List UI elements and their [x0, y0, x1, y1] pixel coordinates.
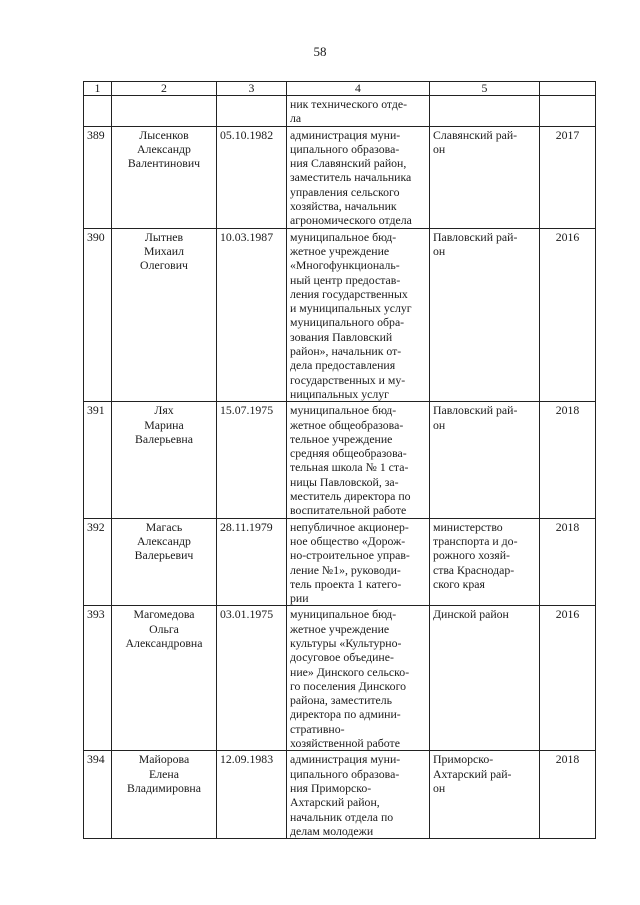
- organization-cell-line: непубличное акционер-: [290, 519, 409, 534]
- organization-cell-line: ния Приморско-: [290, 780, 372, 795]
- organization-cell-line: ла: [290, 111, 302, 126]
- organization-cell-line: хозяйственной работе: [290, 736, 400, 751]
- birth-date-cell: 03.01.1975: [217, 606, 287, 751]
- person-name-cell: [112, 228, 217, 402]
- table-row: [84, 126, 596, 228]
- person-name-cell-line: Александр: [137, 141, 191, 156]
- organization-cell-line: района, заместитель: [290, 693, 393, 708]
- person-name-cell: [112, 402, 217, 518]
- birth-date-cell: [217, 96, 287, 127]
- organization-cell-line: зования Павловский: [290, 329, 393, 344]
- year-cell: [540, 96, 596, 127]
- year-cell: 2016: [540, 228, 596, 402]
- district-cell: [430, 751, 540, 839]
- year-cell: 2018: [540, 402, 596, 518]
- organization-cell-line: администрация муни-: [290, 752, 401, 767]
- person-name-cell-line: Владимировна: [126, 780, 201, 795]
- organization-cell-line: но-строительное управ-: [290, 548, 410, 563]
- organization-cell-line: муниципального обра-: [290, 315, 405, 330]
- district-cell-line: Приморско-: [433, 752, 494, 767]
- organization-cell-line: жетное учреждение: [290, 621, 390, 636]
- organization-cell-line: тель проекта 1 катего-: [290, 576, 402, 591]
- person-name-cell: [112, 751, 217, 839]
- person-name-cell-line: Майорова: [138, 752, 190, 767]
- person-name-cell-line: Александр: [137, 533, 191, 548]
- organization-cell-line: тельная школа № 1 ста-: [290, 460, 409, 475]
- organization-cell-line: директора по админи-: [290, 707, 401, 722]
- district-cell-line: Славянский рай-: [433, 127, 518, 142]
- birth-date-cell: 10.03.1987: [217, 228, 287, 402]
- person-name-cell-line: Магомедова: [133, 607, 195, 622]
- person-name-cell-line: Валерьевич: [134, 548, 194, 563]
- organization-cell: [287, 606, 430, 751]
- table-row: [84, 606, 596, 751]
- organization-cell-line: управления сельского: [290, 184, 400, 199]
- year-cell: 2017: [540, 126, 596, 228]
- organization-cell: [287, 751, 430, 839]
- organization-cell-line: ный центр предостав-: [290, 272, 401, 287]
- organization-cell-line: ное общество «Дорож-: [290, 533, 406, 548]
- organization-cell-line: ления государственных: [290, 286, 408, 301]
- person-name-cell-line: Михаил: [144, 243, 184, 258]
- organization-cell-line: Ахтарский район,: [290, 795, 380, 810]
- organization-cell-line: государственных и му-: [290, 372, 406, 387]
- person-name-cell: [112, 96, 217, 127]
- organization-cell: [287, 96, 430, 127]
- person-name-cell: [112, 518, 217, 606]
- organization-cell-line: ципального образова-: [290, 766, 400, 781]
- year-cell: 2018: [540, 518, 596, 606]
- district-cell: [430, 606, 540, 751]
- district-cell: [430, 96, 540, 127]
- organization-cell-line: хозяйства, начальник: [290, 199, 397, 214]
- person-name-cell-line: Магась: [145, 519, 183, 534]
- organization-cell-line: начальник отдела по: [290, 809, 394, 824]
- organization-cell-line: культуры «Культурно-: [290, 635, 402, 650]
- table-row: [84, 518, 596, 606]
- organization-cell-line: делам молодежи: [290, 823, 374, 838]
- person-name-cell-line: Валерьевна: [135, 431, 193, 446]
- row-number-cell: 390: [84, 228, 112, 402]
- organization-cell-line: ние» Динского сельско-: [290, 664, 410, 679]
- header-row: [84, 82, 596, 96]
- organization-cell-line: ник технического отде-: [290, 97, 408, 111]
- district-cell-line: Динской район: [433, 607, 509, 622]
- organization-cell-line: муниципальное бюд-: [290, 403, 397, 418]
- district-cell-line: ского края: [433, 576, 485, 591]
- district-cell: [430, 402, 540, 518]
- table-row: [84, 402, 596, 518]
- table-row: [84, 751, 596, 839]
- organization-cell-line: дела предоставления: [290, 358, 396, 373]
- organization-cell: [287, 126, 430, 228]
- row-number-cell: 389: [84, 126, 112, 228]
- district-cell-line: он: [433, 780, 446, 795]
- organization-cell-line: район», начальник от-: [290, 344, 402, 359]
- birth-date-cell: 28.11.1979: [217, 518, 287, 606]
- district-cell: [430, 228, 540, 402]
- organization-cell-line: стративно-: [290, 721, 345, 736]
- district-cell-line: ства Краснодар-: [433, 562, 515, 577]
- organization-cell-line: администрация муни-: [290, 127, 401, 142]
- organization-cell-line: агрономического отдела: [290, 213, 412, 228]
- person-name-cell: [112, 126, 217, 228]
- person-name-cell-line: Лях: [154, 403, 174, 418]
- organization-cell-line: жетное учреждение: [290, 243, 390, 258]
- organization-cell-line: меститель директора по: [290, 489, 411, 504]
- person-name-cell-line: Александровна: [125, 635, 203, 650]
- registry-table: [83, 81, 596, 839]
- district-cell-line: он: [433, 417, 446, 432]
- organization-cell-line: муниципальное бюд-: [290, 229, 397, 244]
- header-cell-2: 2: [112, 82, 217, 96]
- district-cell-line: Павловский рай-: [433, 229, 518, 244]
- row-number-cell: 391: [84, 402, 112, 518]
- district-cell-line: транспорта и до-: [433, 533, 518, 548]
- organization-cell-line: рии: [290, 591, 309, 606]
- person-name-cell-line: Лытнев: [144, 229, 184, 244]
- row-number-cell: [84, 96, 112, 127]
- district-cell: [430, 518, 540, 606]
- year-cell: 2018: [540, 751, 596, 839]
- header-cell-5: 5: [430, 82, 540, 96]
- page-number: 58: [313, 44, 327, 59]
- person-name-cell-line: Валентинович: [127, 156, 201, 171]
- header-cell-4: 4: [287, 82, 430, 96]
- organization-cell: [287, 228, 430, 402]
- organization-cell-line: заместитель начальника: [290, 170, 412, 185]
- year-cell: 2016: [540, 606, 596, 751]
- row-number-cell: 393: [84, 606, 112, 751]
- header-cell-3: 3: [217, 82, 287, 96]
- table-row: [84, 228, 596, 402]
- header-cell-6: [540, 82, 596, 96]
- header-cell-1: 1: [84, 82, 112, 96]
- organization-cell-line: «Многофункциональ-: [290, 258, 400, 273]
- organization-cell-line: средняя общеобразова-: [290, 446, 407, 461]
- person-name-cell: [112, 606, 217, 751]
- district-cell-line: он: [433, 243, 446, 258]
- person-name-cell-line: Лысенков: [139, 127, 189, 142]
- person-name-cell-line: Елена: [149, 766, 179, 781]
- district-cell-line: Павловский рай-: [433, 403, 518, 418]
- table-row: [84, 96, 596, 127]
- organization-cell-line: и муниципальных услуг: [290, 301, 412, 316]
- birth-date-cell: 05.10.1982: [217, 126, 287, 228]
- organization-cell-line: ния Славянский район,: [290, 156, 407, 171]
- organization-cell-line: тельное учреждение: [290, 431, 393, 446]
- organization-cell-line: муниципальное бюд-: [290, 607, 397, 622]
- row-number-cell: 392: [84, 518, 112, 606]
- district-cell-line: министерство: [433, 519, 503, 534]
- organization-cell-line: ципального образова-: [290, 141, 400, 156]
- district-cell-line: он: [433, 141, 446, 156]
- organization-cell: [287, 518, 430, 606]
- birth-date-cell: 12.09.1983: [217, 751, 287, 839]
- district-cell-line: Ахтарский рай-: [433, 766, 512, 781]
- table-body: [84, 96, 596, 839]
- person-name-cell-line: Марина: [144, 417, 184, 432]
- organization-cell-line: жетное общеобразова-: [290, 417, 404, 432]
- district-cell: [430, 126, 540, 228]
- organization-cell-line: ницы Павловской, за-: [290, 474, 399, 489]
- organization-cell: [287, 402, 430, 518]
- district-cell-line: рожного хозяй-: [433, 548, 510, 563]
- row-number-cell: 394: [84, 751, 112, 839]
- person-name-cell-line: Олегович: [140, 258, 188, 273]
- organization-cell-line: ление №1», руководи-: [290, 562, 401, 577]
- organization-cell-line: воспитательной работе: [290, 503, 407, 518]
- person-name-cell-line: Ольга: [149, 621, 179, 636]
- organization-cell-line: ниципальных услуг: [290, 386, 390, 401]
- organization-cell-line: го поселения Динского: [290, 678, 407, 693]
- birth-date-cell: 15.07.1975: [217, 402, 287, 518]
- organization-cell-line: досуговое объедине-: [290, 650, 394, 665]
